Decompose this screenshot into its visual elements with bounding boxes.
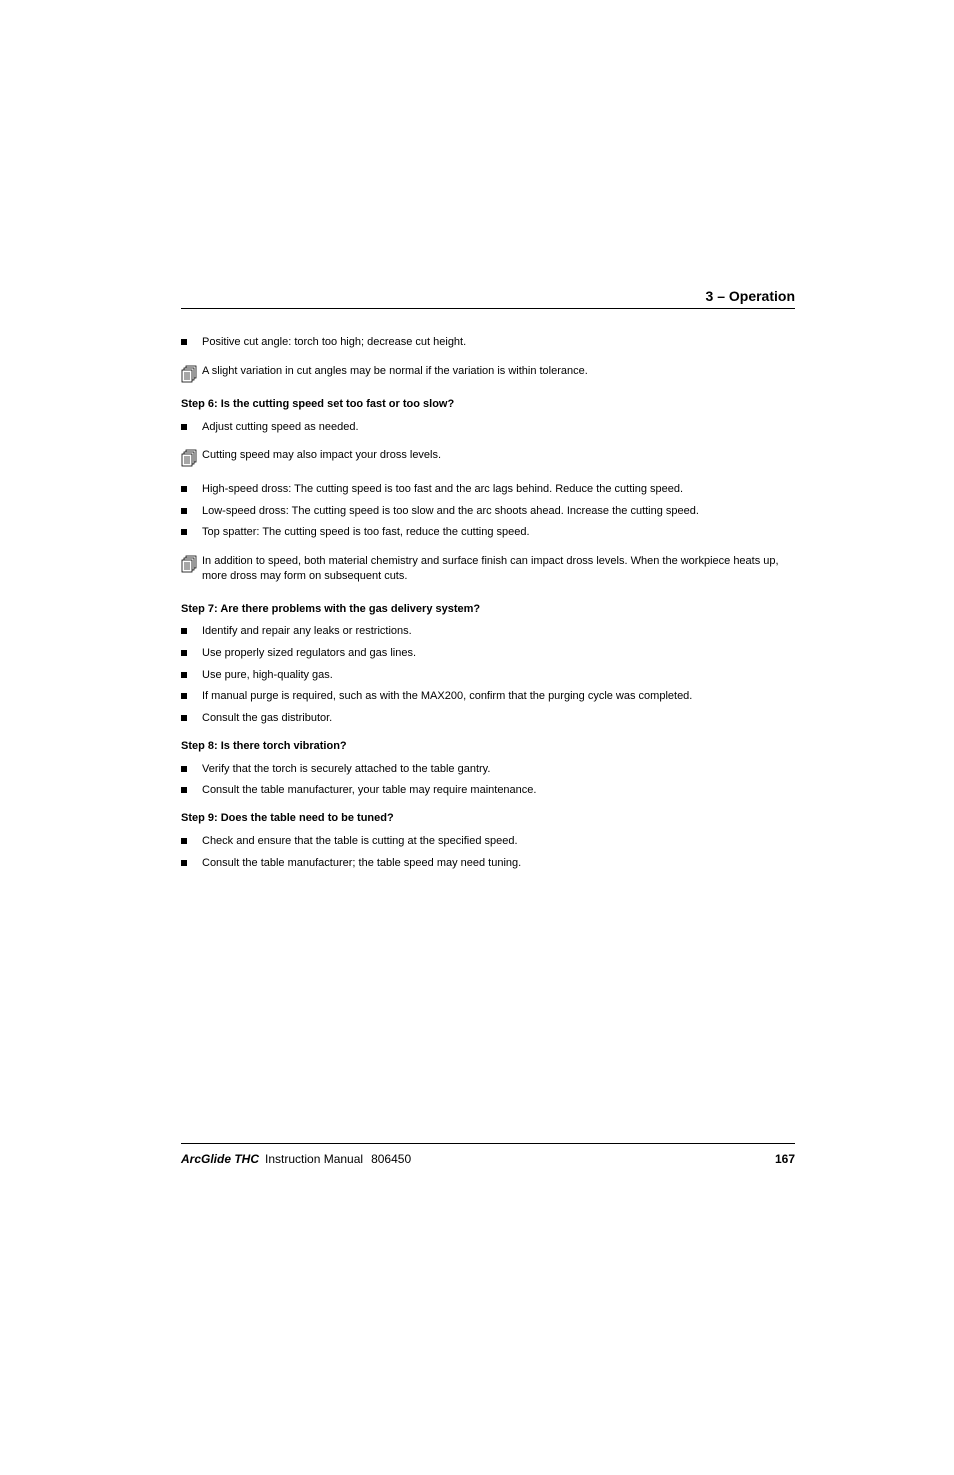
- page-footer: [181, 1152, 795, 1166]
- list-item: If manual purge is required, such as with the MAX200, confirm that the purging cycle was completed.: [181, 689, 795, 705]
- bullet-icon: [181, 766, 187, 772]
- section-title: 3 – Operation: [705, 288, 795, 304]
- list-item: Consult the gas distributor.: [181, 711, 795, 727]
- note: In addition to speed, both material chemistry and surface finish can impact dross levels. When the workpiece heats up, more dross may form on subsequent cuts.: [181, 554, 795, 586]
- note-icon: [181, 449, 197, 467]
- manual-title: Instruction Manual: [265, 1152, 364, 1166]
- list-item: Adjust cutting speed as needed.: [181, 420, 795, 436]
- bullet-icon: [181, 715, 187, 721]
- note-icon: [181, 555, 197, 573]
- footer-divider: [181, 1143, 795, 1144]
- bullet-icon: [181, 672, 187, 678]
- page-number: 167: [774, 1152, 795, 1166]
- bullet-icon: [181, 424, 187, 430]
- list-item: Low-speed dross: The cutting speed is too slow and the arc shoots ahead. Increase the cutting speed.: [181, 504, 795, 520]
- note: Cutting speed may also impact your dross levels.: [181, 448, 795, 472]
- list-item: Use properly sized regulators and gas lines.: [181, 646, 795, 662]
- step-heading: Step 9: Does the table need to be tuned?: [181, 812, 394, 824]
- step-heading: Step 7: Are there problems with the gas delivery system?: [181, 603, 481, 615]
- bullet-icon: [181, 508, 187, 514]
- list-item: Identify and repair any leaks or restrictions.: [181, 624, 795, 640]
- bullet-icon: [181, 838, 187, 844]
- list-item: Consult the table manufacturer; the table speed may need tuning.: [181, 856, 795, 872]
- bullet-icon: [181, 339, 187, 345]
- header-divider: [181, 308, 795, 309]
- bullet-icon: [181, 787, 187, 793]
- list-item: Positive cut angle: torch too high; decrease cut height.: [181, 335, 795, 351]
- list-item: Consult the table manufacturer, your table may require maintenance.: [181, 783, 795, 799]
- bullet-icon: [181, 650, 187, 656]
- product-name: ArcGlide THC: [181, 1152, 260, 1166]
- note: A slight variation in cut angles may be normal if the variation is within tolerance.: [181, 364, 795, 388]
- note-icon: [181, 365, 197, 383]
- list-item: Verify that the torch is securely attached to the table gantry.: [181, 762, 795, 778]
- bullet-icon: [181, 693, 187, 699]
- bullet-icon: [181, 529, 187, 535]
- list-item: High-speed dross: The cutting speed is too fast and the arc lags behind. Reduce the cutting speed.: [181, 482, 795, 498]
- bullet-icon: [181, 486, 187, 492]
- step-heading: Step 6: Is the cutting speed set too fast or too slow?: [181, 398, 455, 410]
- document-number: 806450: [371, 1152, 412, 1166]
- list-item: Check and ensure that the table is cutting at the specified speed.: [181, 834, 795, 850]
- bullet-icon: [181, 628, 187, 634]
- list-item: Top spatter: The cutting speed is too fast, reduce the cutting speed.: [181, 525, 795, 541]
- bullet-icon: [181, 860, 187, 866]
- list-item: Use pure, high-quality gas.: [181, 668, 795, 684]
- step-heading: Step 8: Is there torch vibration?: [181, 740, 347, 752]
